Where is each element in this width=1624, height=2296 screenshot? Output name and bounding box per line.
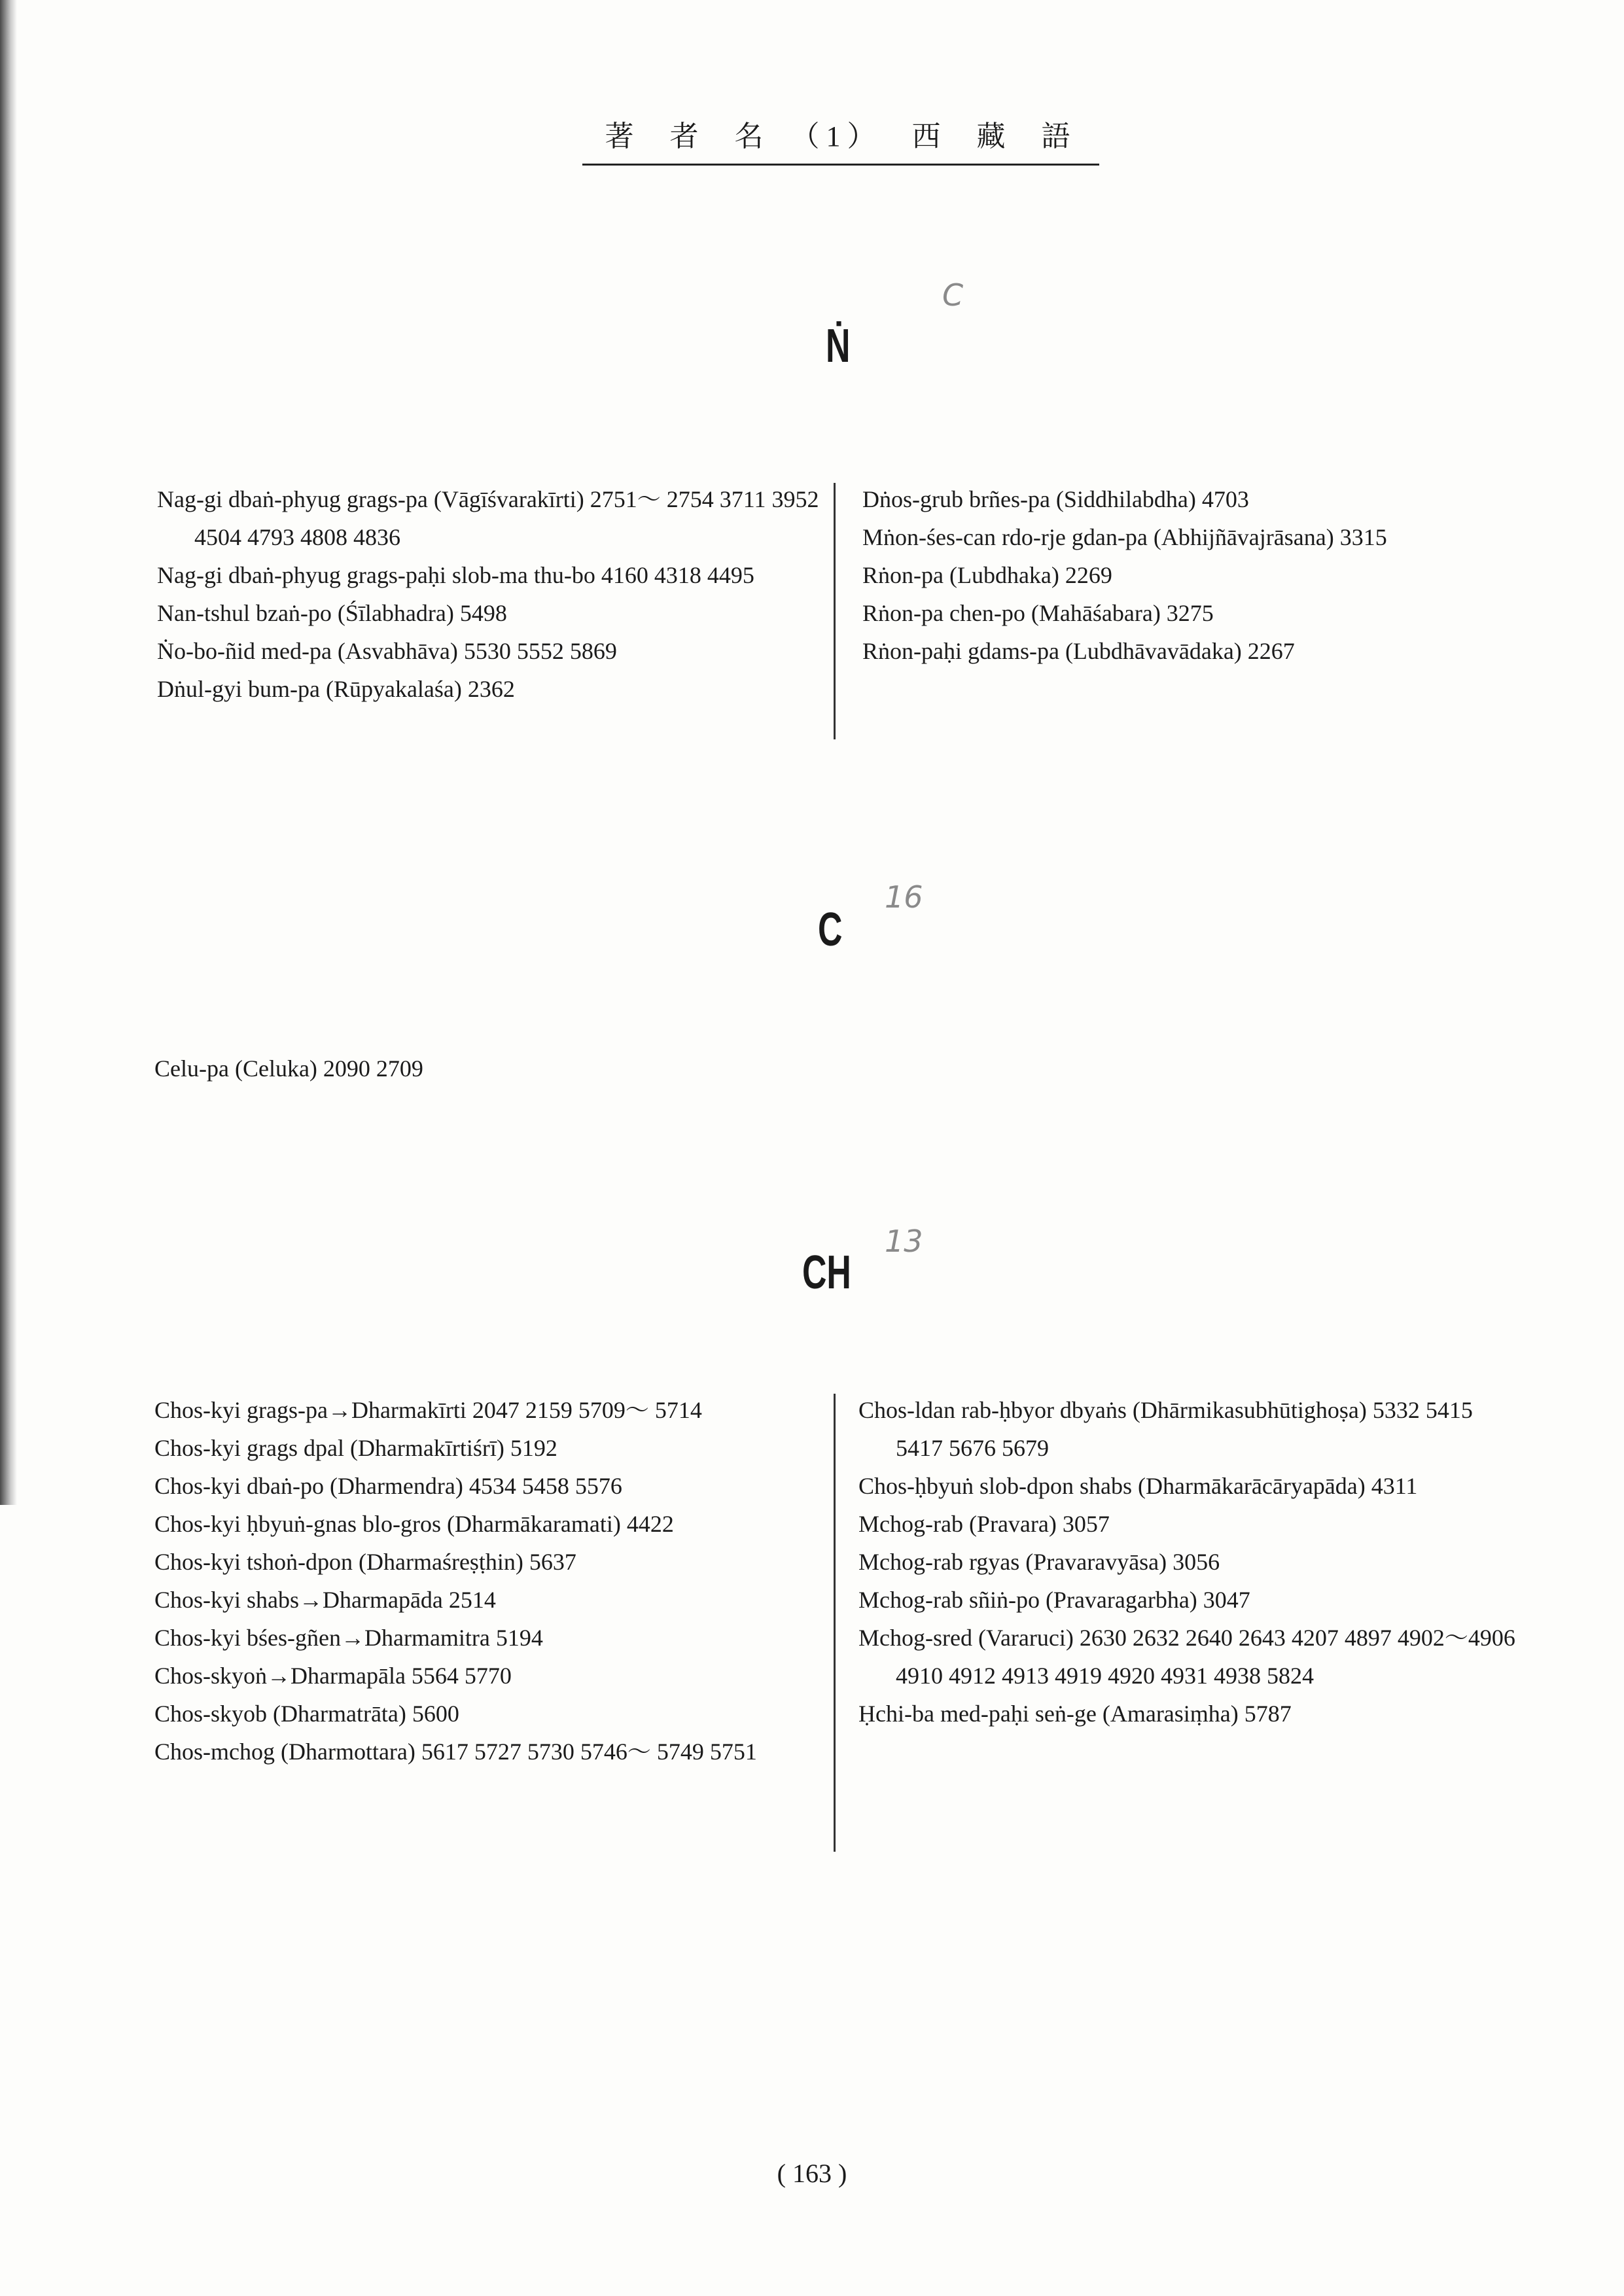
index-entry: Mchog-rab (Pravara) 3057 — [858, 1511, 1110, 1537]
index-entry: Chos-kyi bśes-gñen→Dharmamitra 5194 — [154, 1625, 543, 1651]
index-entry: Rṅon-paḥi gdams-pa (Lubdhāvavādaka) 2267 — [862, 638, 1295, 664]
right-column-ch — [858, 1391, 1519, 1733]
pencil-annotation: 13 — [885, 1224, 923, 1259]
index-entry: Chos-kyi grags-pa→Dharmakīrti 2047 2159 5709～ 5714 — [154, 1397, 702, 1423]
column-divider — [834, 483, 836, 739]
index-entry: Nag-gi dbaṅ-phyug grags-paḥi slob-ma thu-bo 4160 4318 4495 — [157, 562, 754, 588]
index-entry: Mṅon-śes-can rdo-rje gdan-pa (Abhijñāvajrāsana) 3315 — [862, 524, 1387, 550]
index-entry: Dṅul-gyi bum-pa (Rūpyakalaśa) 2362 — [157, 676, 515, 702]
left-column-c — [154, 1050, 822, 1087]
index-entry: Mchog-rab sñiṅ-po (Pravaragarbha) 3047 — [858, 1587, 1250, 1613]
pencil-annotation: C — [942, 277, 964, 313]
left-column-n-dot — [157, 480, 824, 708]
index-entry: Chos-kyi shabs→Dharmapāda 2514 — [154, 1587, 496, 1613]
index-entry: Rṅon-pa (Lubdhaka) 2269 — [862, 562, 1112, 588]
index-entry: Chos-skyob (Dharmatrāta) 5600 — [154, 1701, 459, 1727]
scan-binding-edge — [0, 0, 17, 1505]
index-entry: Chos-skyoṅ→Dharmapāla 5564 5770 — [154, 1663, 512, 1689]
section-heading-n-dot: Ṅ — [826, 320, 851, 372]
index-entry: Chos-mchog (Dharmottara) 5617 5727 5730 5746～ 5749 5751 — [154, 1739, 757, 1765]
index-entry: Chos-kyi dbaṅ-po (Dharmendra) 4534 5458 5576 — [154, 1473, 622, 1499]
index-entry: Chos-kyi ḥbyuṅ-gnas blo-gros (Dharmākaramati) 4422 — [154, 1511, 674, 1537]
index-entry: Mchog-rab rgyas (Pravaravyāsa) 3056 — [858, 1549, 1220, 1575]
section-heading-c: C — [818, 904, 843, 956]
index-entry: Chos-kyi tshoṅ-dpon (Dharmaśreṣṭhin) 5637 — [154, 1549, 576, 1575]
running-header: 著 者 名 （1） 西 藏 語 — [582, 113, 1099, 166]
index-entry: Celu-pa (Celuka) 2090 2709 — [154, 1055, 423, 1082]
section-heading-ch: CH — [802, 1246, 851, 1299]
index-entry: Chos-kyi grags dpal (Dharmakīrtiśrī) 5192 — [154, 1435, 557, 1461]
page-number: ( 163 ) — [777, 2159, 847, 2188]
index-entry: Mchog-sred (Vararuci) 2630 2632 2640 2643 4207 4897 4902～4906 4910 4912 4913 4919 4920 4931 4938 5824 — [858, 1625, 1515, 1689]
index-entry: Nan-tshul bzaṅ-po (Śīlabhadra) 5498 — [157, 600, 507, 626]
index-entry: Chos-ldan rab-ḥbyor dbyaṅs (Dhārmikasubhūtighoṣa) 5332 5415 5417 5676 5679 — [858, 1397, 1473, 1461]
left-column-ch — [154, 1391, 822, 1771]
index-entry: Rṅon-pa chen-po (Mahāśabara) 3275 — [862, 600, 1214, 626]
pencil-annotation: 16 — [885, 879, 923, 915]
index-entry: Chos-ḥbyuṅ slob-dpon shabs (Dharmākarācāryapāda) 4311 — [858, 1473, 1418, 1499]
index-entry: Nag-gi dbaṅ-phyug grags-pa (Vāgīśvarakīrti) 2751～ 2754 3711 3952 4504 4793 4808 4836 — [157, 486, 819, 550]
index-entry: Dṅos-grub brñes-pa (Siddhilabdha) 4703 — [862, 486, 1249, 512]
index-entry: Ṅo-bo-ñid med-pa (Asvabhāva) 5530 5552 5869 — [157, 638, 617, 664]
right-column-n-dot — [862, 480, 1517, 670]
column-divider — [834, 1394, 836, 1852]
index-entry: Ḥchi-ba med-paḥi seṅ-ge (Amarasiṃha) 5787 — [858, 1701, 1292, 1727]
